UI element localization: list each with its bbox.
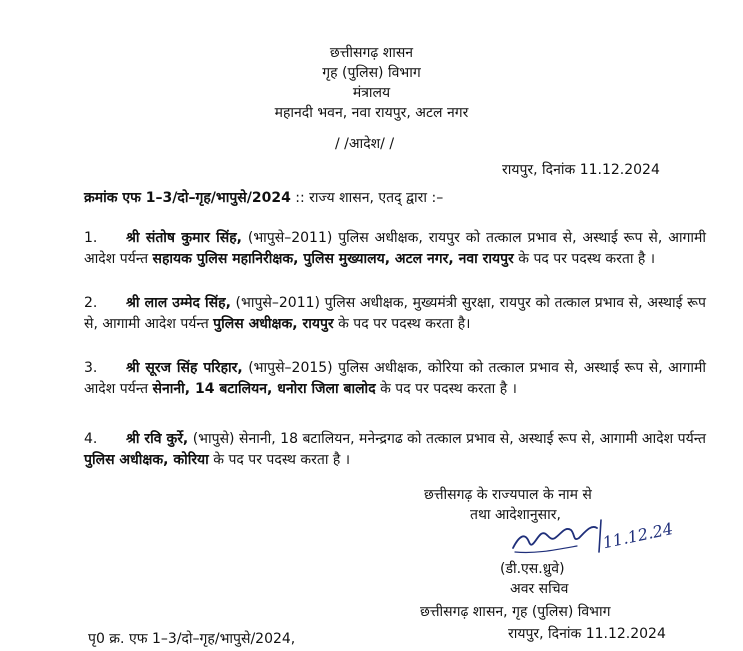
item-text-end: के पद पर पदस्थ करता है। <box>333 316 471 332</box>
signatory-designation: अवर सचिव <box>510 581 569 597</box>
handwritten-signature <box>505 512 675 564</box>
item-text-end: के पद पर पदस्थ करता है । <box>513 251 656 267</box>
footer-reference: पृ0 क्र. एफ 1–3/दो–गृह/भापुसे/2024, <box>88 631 296 647</box>
item-text: (भापुसे) सेनानी, 18 बटालियन, मनेन्द्रगढ को तत्काल प्रभाव से, अस्थाई रूप से, आगामी आदेश पर्यन्त <box>188 431 706 447</box>
reference-line <box>84 189 443 207</box>
new-post: सहायक पुलिस महानिरीक्षक, पुलिस मुख्यालय, अटल नगर, नवा रायपुर <box>152 251 514 267</box>
reference-suffix: :: राज्य शासन, एतद् द्वारा :– <box>295 190 444 206</box>
item-number: 2. <box>84 295 98 311</box>
item-text-end: के पद पर पदस्थ करता है । <box>208 452 351 468</box>
by-order-line: तथा आदेशानुसार, <box>470 507 561 523</box>
officer-name: श्री रवि कुर्रे, <box>126 431 189 447</box>
header-government: छत्तीसगढ़ शासन <box>329 45 414 61</box>
item-text: (भापुसे–2011) पुलिस अधीक्षक, रायपुर को तत्काल प्रभाव से, अस्थाई रूप से, आगामी आदेश पर्यन्त <box>84 230 707 267</box>
item-number: 4. <box>84 431 98 447</box>
item-text: (भापुसे–2011) पुलिस अधीक्षक, मुख्यमंत्री सुरक्षा, रायपुर को तत्काल प्रभाव से, अस्थाई रूप से, आगामी आदेश पर्यन्त <box>84 295 706 332</box>
officer-name: श्री लाल उम्मेद सिंह, <box>126 295 231 311</box>
item-number: 3. <box>84 360 98 376</box>
header-address: महानदी भवन, नवा रायपुर, अटल नगर <box>274 105 469 121</box>
new-post: पुलिस अधीक्षक, कोरिया <box>84 452 209 468</box>
item-text-end: के पद पर पदस्थ करता है । <box>375 381 517 397</box>
governor-authority-line: छत्तीसगढ़ के राज्यपाल के नाम से <box>424 487 592 503</box>
signatory-department: छत्तीसगढ़ शासन, गृह (पुलिस) विभाग <box>420 604 611 620</box>
order-item-3 <box>84 358 706 400</box>
signature-date: रायपुर, दिनांक 11.12.2024 <box>508 626 666 642</box>
order-item-1 <box>84 228 706 270</box>
header-ministry: मंत्रालय <box>352 85 391 101</box>
signatory-name: (डी.एस.ध्रुवे) <box>500 561 565 577</box>
new-post: सेनानी, 14 बटालियन, धनोरा जिला बालोद <box>152 381 376 397</box>
order-item-4 <box>84 429 706 471</box>
handwritten-date: 11.12.24 <box>600 518 675 553</box>
new-post: पुलिस अधीक्षक, रायपुर <box>213 316 334 332</box>
header-department: गृह (पुलिस) विभाग <box>322 65 421 81</box>
order-item-2 <box>84 293 706 335</box>
item-number: 1. <box>84 230 98 246</box>
reference-number: क्रमांक एफ 1–3/दो–गृह/भापुसे/2024 <box>84 190 291 206</box>
issue-date: रायपुर, दिनांक 11.12.2024 <box>502 162 660 178</box>
order-title: / /आदेश/ / <box>335 136 395 152</box>
item-text: (भापुसे–2015) पुलिस अधीक्षक, कोरिया को तत्काल प्रभाव से, अस्थाई रूप से, आगामी आदेश पर्यन्त <box>84 360 706 397</box>
officer-name: श्री संतोष कुमार सिंह, <box>126 230 242 246</box>
officer-name: श्री सूरज सिंह परिहार, <box>126 360 243 376</box>
